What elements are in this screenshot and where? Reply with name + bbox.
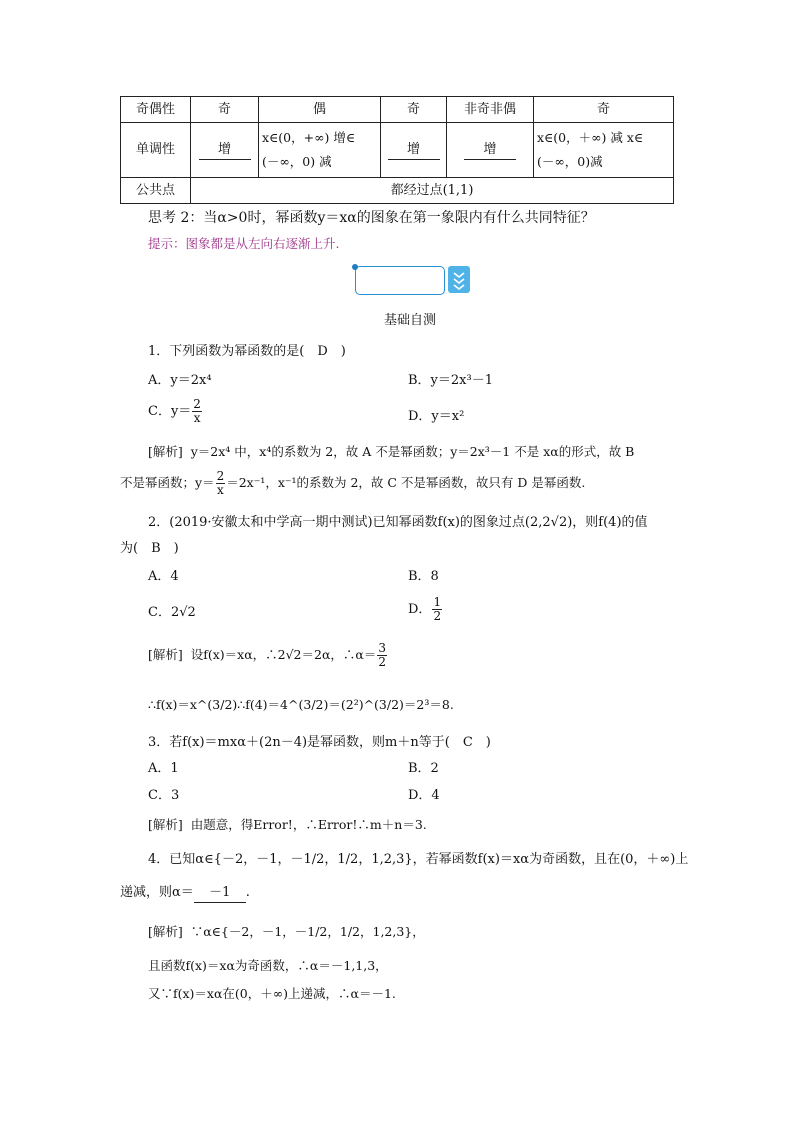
monotonic-cell	[447, 123, 534, 178]
monotonic-cell	[259, 123, 381, 178]
monotonic-cell	[381, 123, 447, 178]
parity-row	[121, 97, 674, 123]
stem-text: .	[245, 885, 250, 900]
fraction-numerator: 1	[433, 595, 442, 609]
parity-cell: 奇	[534, 97, 674, 123]
q2-solution-line: ∴f(x)＝x^(3/2)∴f(4)＝4^(3/2)＝(2²)^(3/2)＝2³＝8.	[148, 697, 454, 712]
q2-stem: 为( B )	[120, 541, 179, 556]
common-point-cell: 都经过点(1,1)	[191, 178, 674, 204]
q1-option-c	[148, 398, 203, 426]
q3-option-b: B．2	[408, 761, 439, 776]
q3-stem: 3．若f(x)＝mxα＋(2n－4)是幂函数，则m＋n等于( C )	[148, 735, 491, 750]
fraction-denominator: x	[216, 483, 224, 497]
solution-label: [解析]	[148, 817, 183, 832]
chevron-down-icon-graphic	[448, 266, 470, 293]
power-function-properties-table	[120, 96, 674, 204]
monotonic-cell	[191, 123, 259, 178]
option-d-prefix: D．	[408, 602, 432, 617]
solution-label: [解析]	[148, 647, 183, 662]
row-header-parity: 奇偶性	[121, 97, 191, 123]
q4-solution-line: 且函数f(x)＝xα为奇函数，∴α＝－1,1,3，	[148, 958, 388, 973]
solution-text: ＝2x⁻¹，x⁻¹的系数为 2，故 C 不是幂函数，故只有 D 是幂函数.	[226, 475, 586, 490]
monotonic-text: (－∞，0)减	[537, 154, 603, 169]
q4-solution-line	[148, 923, 425, 941]
stem-text: 递减，则α＝	[120, 885, 194, 900]
monotonic-text: x∈(0，+∞) 增∈	[262, 130, 356, 145]
q3-option-c: C．3	[148, 788, 180, 803]
solution-text: y＝2x⁴ 中，x⁴的系数为 2，故 A 不是幂函数；y＝2x³－1 不是 xα的形式，故 B	[190, 444, 635, 459]
answer-blank: －1	[194, 884, 246, 903]
parity-cell: 奇	[191, 97, 259, 123]
q1-solution-line	[120, 469, 585, 497]
fraction-numerator: 2	[193, 397, 201, 411]
option-c-prefix: C．y＝	[148, 404, 192, 419]
solution-text: 由题意，得Error!，∴Error!∴m＋n＝3.	[190, 817, 427, 832]
parity-cell: 偶	[259, 97, 381, 123]
q3-option-a: A．1	[148, 761, 179, 776]
parity-cell: 奇	[381, 97, 447, 123]
q3-option-d: D．4	[408, 788, 440, 803]
fraction	[216, 470, 226, 497]
fraction	[377, 642, 387, 669]
q1-stem: 1．下列函数为幂函数的是( D )	[148, 344, 346, 359]
monotonic-text: x∈(0，＋∞) 减 x∈	[537, 130, 644, 145]
row-header-monotonic: 单调性	[121, 123, 191, 178]
answer-blank: 增	[464, 141, 516, 160]
think-question: 思考 2：当α>0时，幂函数y＝xα的图象在第一象限内有什么共同特征？	[148, 210, 595, 226]
monotonic-text: (－∞，0) 减	[262, 154, 332, 169]
solution-text: ∵α∈{－2，－1，－1/2，1/2，1,2,3}，	[190, 924, 425, 939]
hint-text: 图象都是从左向右逐渐上升.	[185, 236, 340, 251]
q1-option-b: B．y＝2x³－1	[408, 373, 493, 388]
q4-solution-line: 又∵f(x)＝xα在(0，＋∞)上递减，∴α＝－1.	[148, 986, 396, 1001]
parity-cell: 非奇非偶	[447, 97, 534, 123]
chevron-down-icon	[448, 266, 470, 293]
q4-stem: 4．已知α∈{－2，－1，－1/2，1/2，1,2,3}，若幂函数f(x)＝xα为奇函数，且在(0，＋∞)上	[148, 852, 689, 867]
fraction-numerator: 2	[216, 469, 225, 483]
banner-dot	[352, 264, 358, 270]
q2-solution-line	[148, 641, 388, 669]
row-header-common-point: 公共点	[121, 178, 191, 204]
q2-option-c: C．2√2	[148, 605, 196, 620]
section-banner	[355, 266, 445, 295]
fraction	[432, 596, 442, 623]
answer-blank: 增	[388, 141, 440, 160]
fraction	[192, 398, 202, 425]
think-hint	[148, 235, 340, 253]
answer-blank: 增	[199, 141, 251, 160]
fraction-numerator: 3	[378, 641, 386, 655]
section-title: 基础自测	[384, 313, 437, 328]
q1-option-d: D．y＝x²	[408, 409, 465, 424]
monotonic-row	[121, 123, 674, 178]
q2-option-a: A．4	[148, 569, 179, 584]
q1-solution-line	[148, 443, 634, 461]
q2-option-b: B．8	[408, 569, 439, 584]
solution-text: 不是幂函数；y＝	[120, 475, 215, 490]
q2-stem: 2．(2019·安徽太和中学高一期中测试)已知幂函数f(x)的图象过点(2,2√2)，则f(4)的值	[148, 515, 648, 530]
fraction-denominator: 2	[433, 609, 442, 623]
q4-stem	[120, 884, 250, 903]
fraction-denominator: x	[193, 411, 201, 425]
hint-label: 提示：	[148, 236, 186, 251]
monotonic-cell	[534, 123, 674, 178]
fraction-denominator: 2	[378, 655, 386, 669]
solution-text: 设f(x)＝xα，∴2√2＝2α，∴α＝	[190, 647, 377, 662]
common-point-row	[121, 178, 674, 204]
solution-label: [解析]	[148, 444, 183, 459]
q1-option-a: A．y＝2x⁴	[148, 373, 212, 388]
q3-solution-line	[148, 816, 427, 834]
q2-option-d	[408, 596, 443, 624]
solution-label: [解析]	[148, 924, 183, 939]
